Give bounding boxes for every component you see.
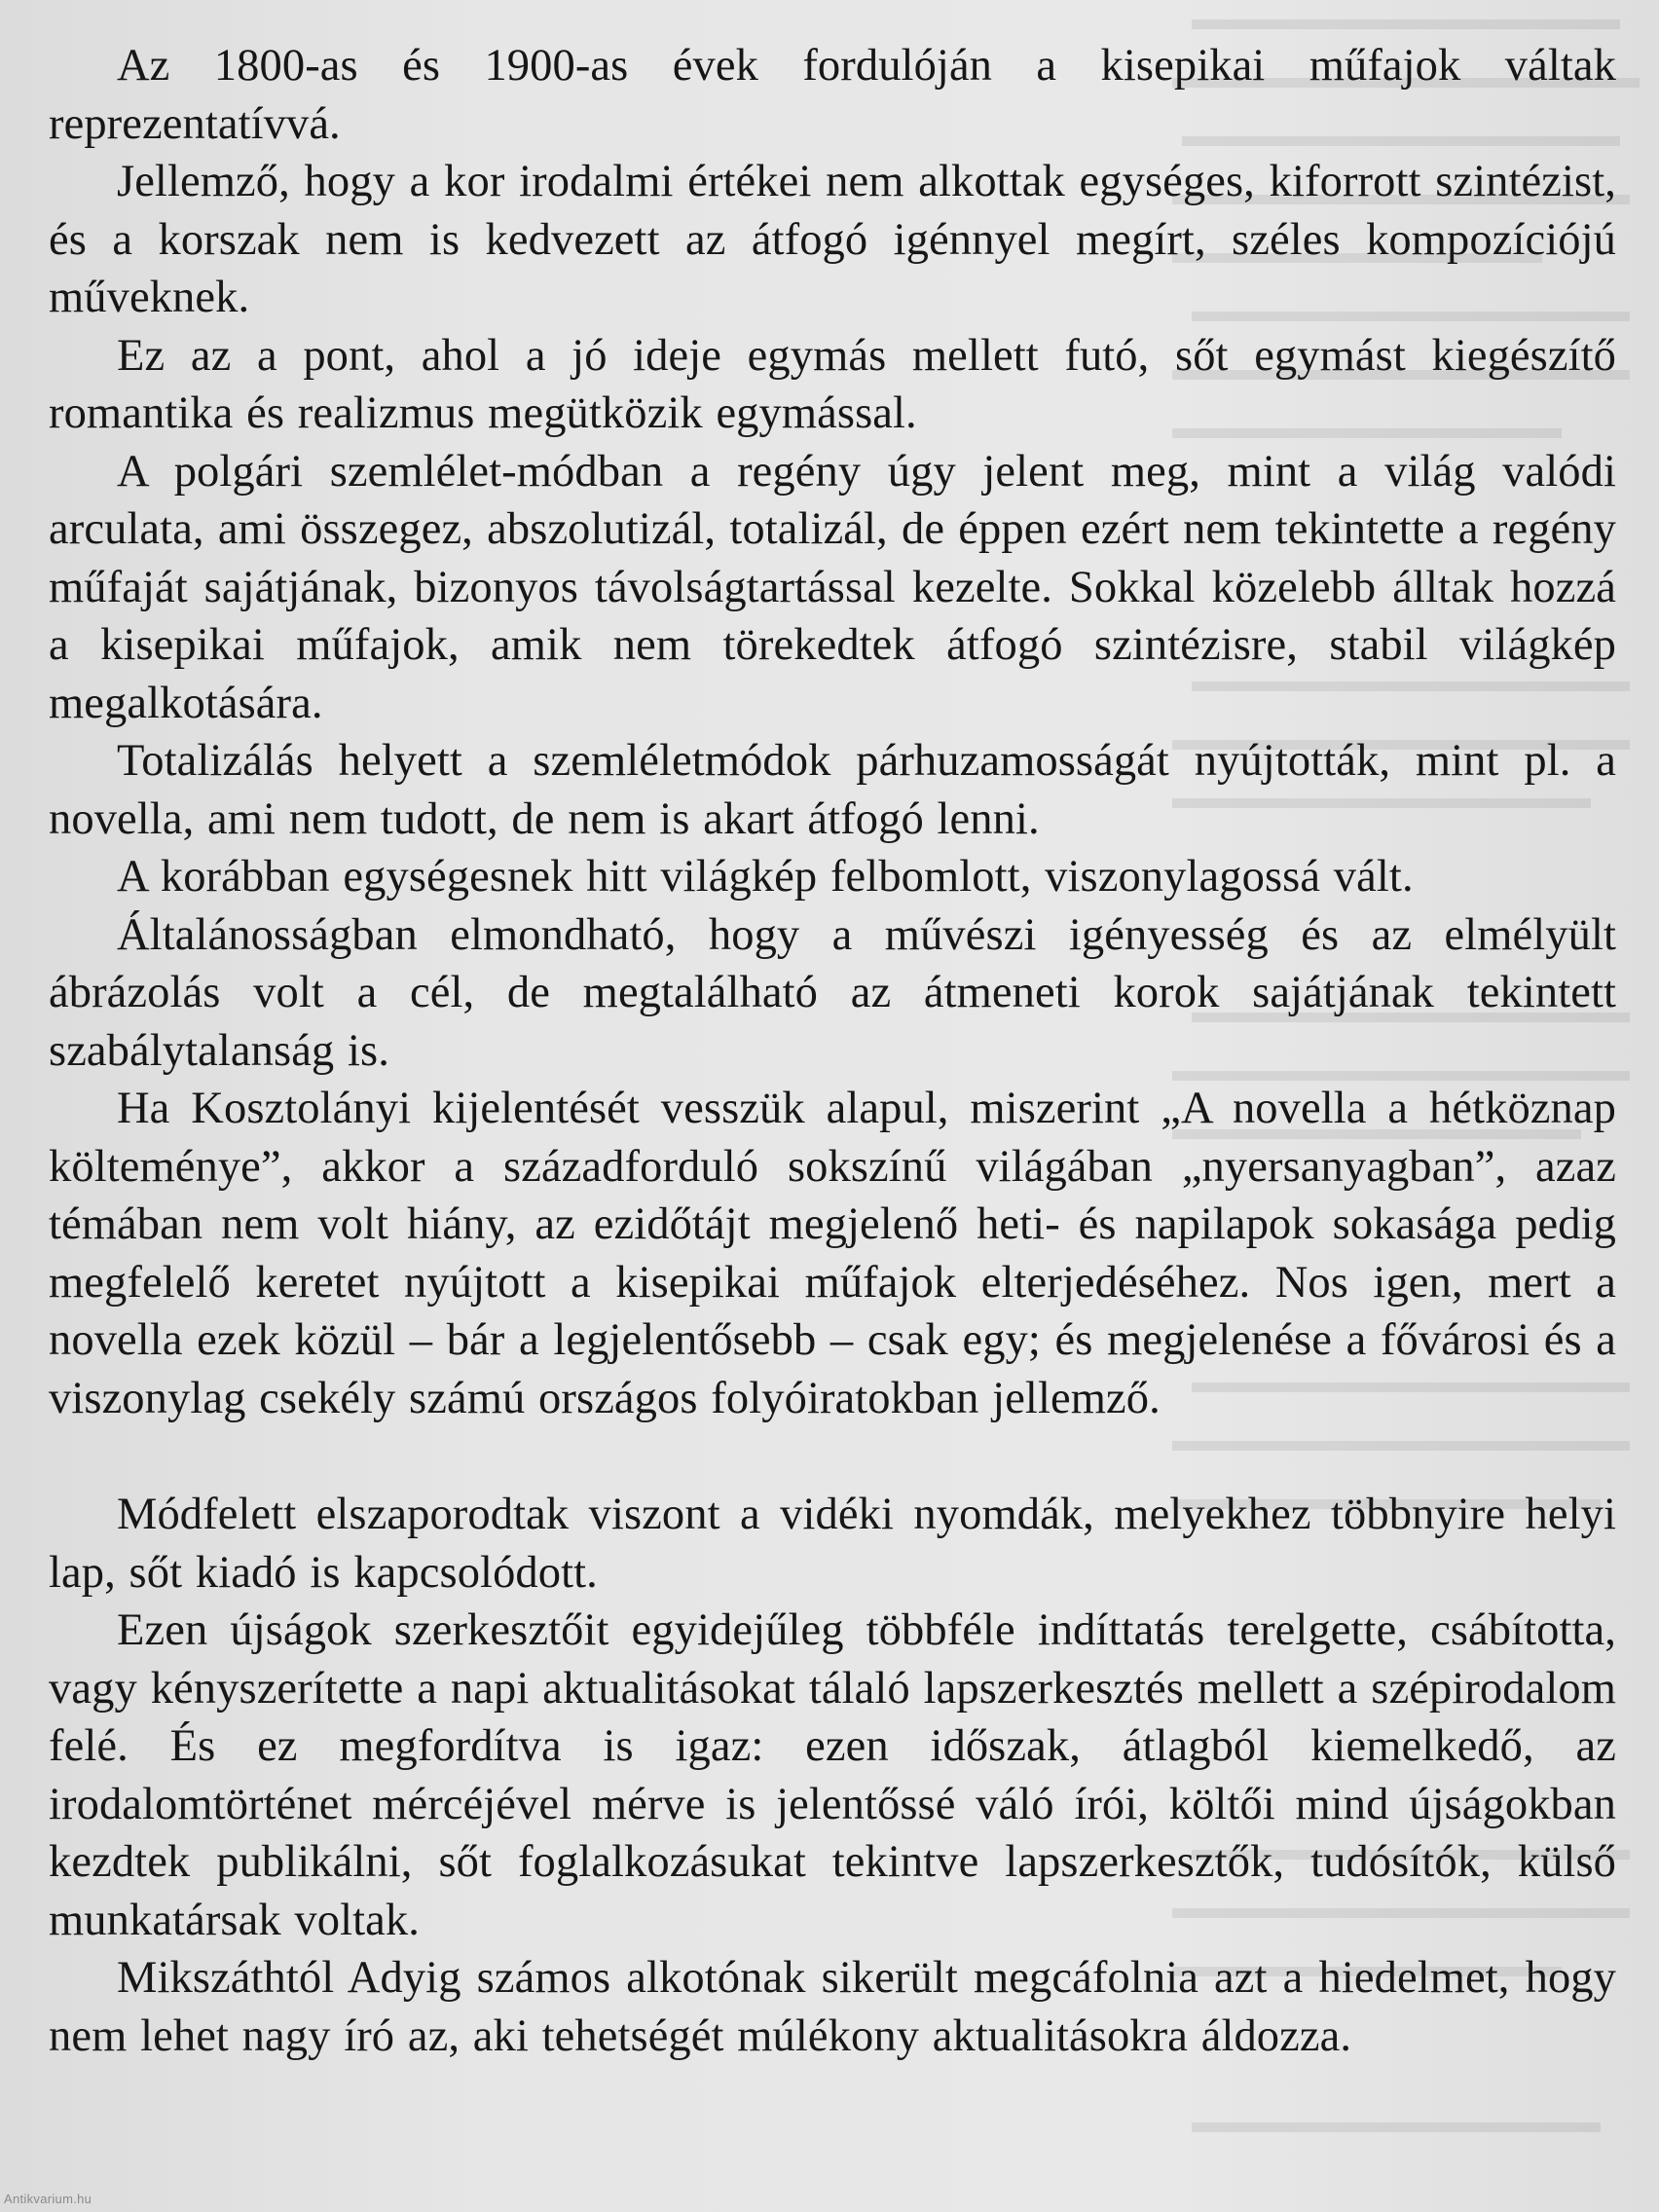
paragraph: Az 1800-as és 1900-as évek fordulóján a kisepikai műfajok váltak reprezentatívvá. (49, 41, 1616, 149)
paragraph: Totalizálás helyett a szemléletmódok párhuzamosságát nyújtották, mint pl. a novella, ami nem tudott, de nem is akart átfogó lenni. (49, 736, 1616, 844)
paragraph: Mikszáthtól Adyig számos alkotónak sikerült megcáfolnia azt a hiedelmet, hogy nem lehet nagy író az, aki tehetségét múlékony aktualitásokra áldozza. (49, 1953, 1616, 2061)
paragraph: Ez az a pont, ahol a jó ideje egymás mellett futó, sőt egymást kiegészítő romantika és realizmus megütközik egymással. (49, 330, 1616, 438)
paragraph: Ha Kosztolányi kijelentését vesszük alapul, miszerint „A novella a hétköznap költeménye”, akkor a századforduló sokszínű világában „nyersanyagban”, azaz témában nem volt hiány, az ezidőtájt megjelenő heti- és napilapok sokasága pedig megfelelő keretet nyújtott a kisepikai műfajok elterjedéséhez. Nos igen, mert a novella ezek közül – bár a legjelentősebb – csak egy; és megjelenése a fővárosi és a viszonylag csekély számú országos folyóiratokban jellemző. (49, 1084, 1616, 1423)
paragraph: Módfelett elszaporodtak viszont a vidéki nyomdák, melyekhez többnyire helyi lap, sőt kiadó is kapcsolódott. (49, 1490, 1616, 1598)
body-text (49, 37, 1616, 2065)
paragraph: Ezen újságok szerkesztőit egyidejűleg többféle indíttatás terelgette, csábította, vagy kényszerítette a napi aktualitásokat tálaló lapszerkesztés mellett a szépirodalom felé. És ez megfordítva is igaz: ezen időszak, átlagból kiemelkedő, az irodalomtörténet mércéjével mérve is jelentőssé váló írói, költői mind újságokban kezdtek publikálni, sőt foglalkozásukat tekintve lapszerkesztők, tudósítók, külső munkatársak voltak. (49, 1605, 1616, 1945)
paragraph: Általánosságban elmondható, hogy a művészi igényesség és az elmélyült ábrázolás volt a cél, de megtalálható az átmeneti korok sajátjának tekintett szabálytalanság is. (49, 909, 1616, 1076)
paragraph: Jellemző, hogy a kor irodalmi értékei nem alkottak egységes, kiforrott szintézist, és a korszak nem is kedvezett az átfogó igénnyel megírt, széles kompozíciójú műveknek. (49, 157, 1616, 322)
paragraph: A polgári szemlélet-módban a regény úgy jelent meg, mint a világ valódi arculata, ami összegez, abszolutizál, totalizál, de éppen ezért nem tekintette a regény műfaját sajátjának, bizonyos távolságtartással kezelte. Sokkal közelebb álltak hozzá a kisepikai műfajok, amik nem törekedtek átfogó szintézisre, stabil világkép megalkotására. (49, 446, 1616, 728)
paragraph: A korábban egységesnek hitt világkép felbomlott, viszonylagossá vált. (117, 852, 1414, 902)
watermark: Antikvarium.hu (4, 2192, 92, 2206)
